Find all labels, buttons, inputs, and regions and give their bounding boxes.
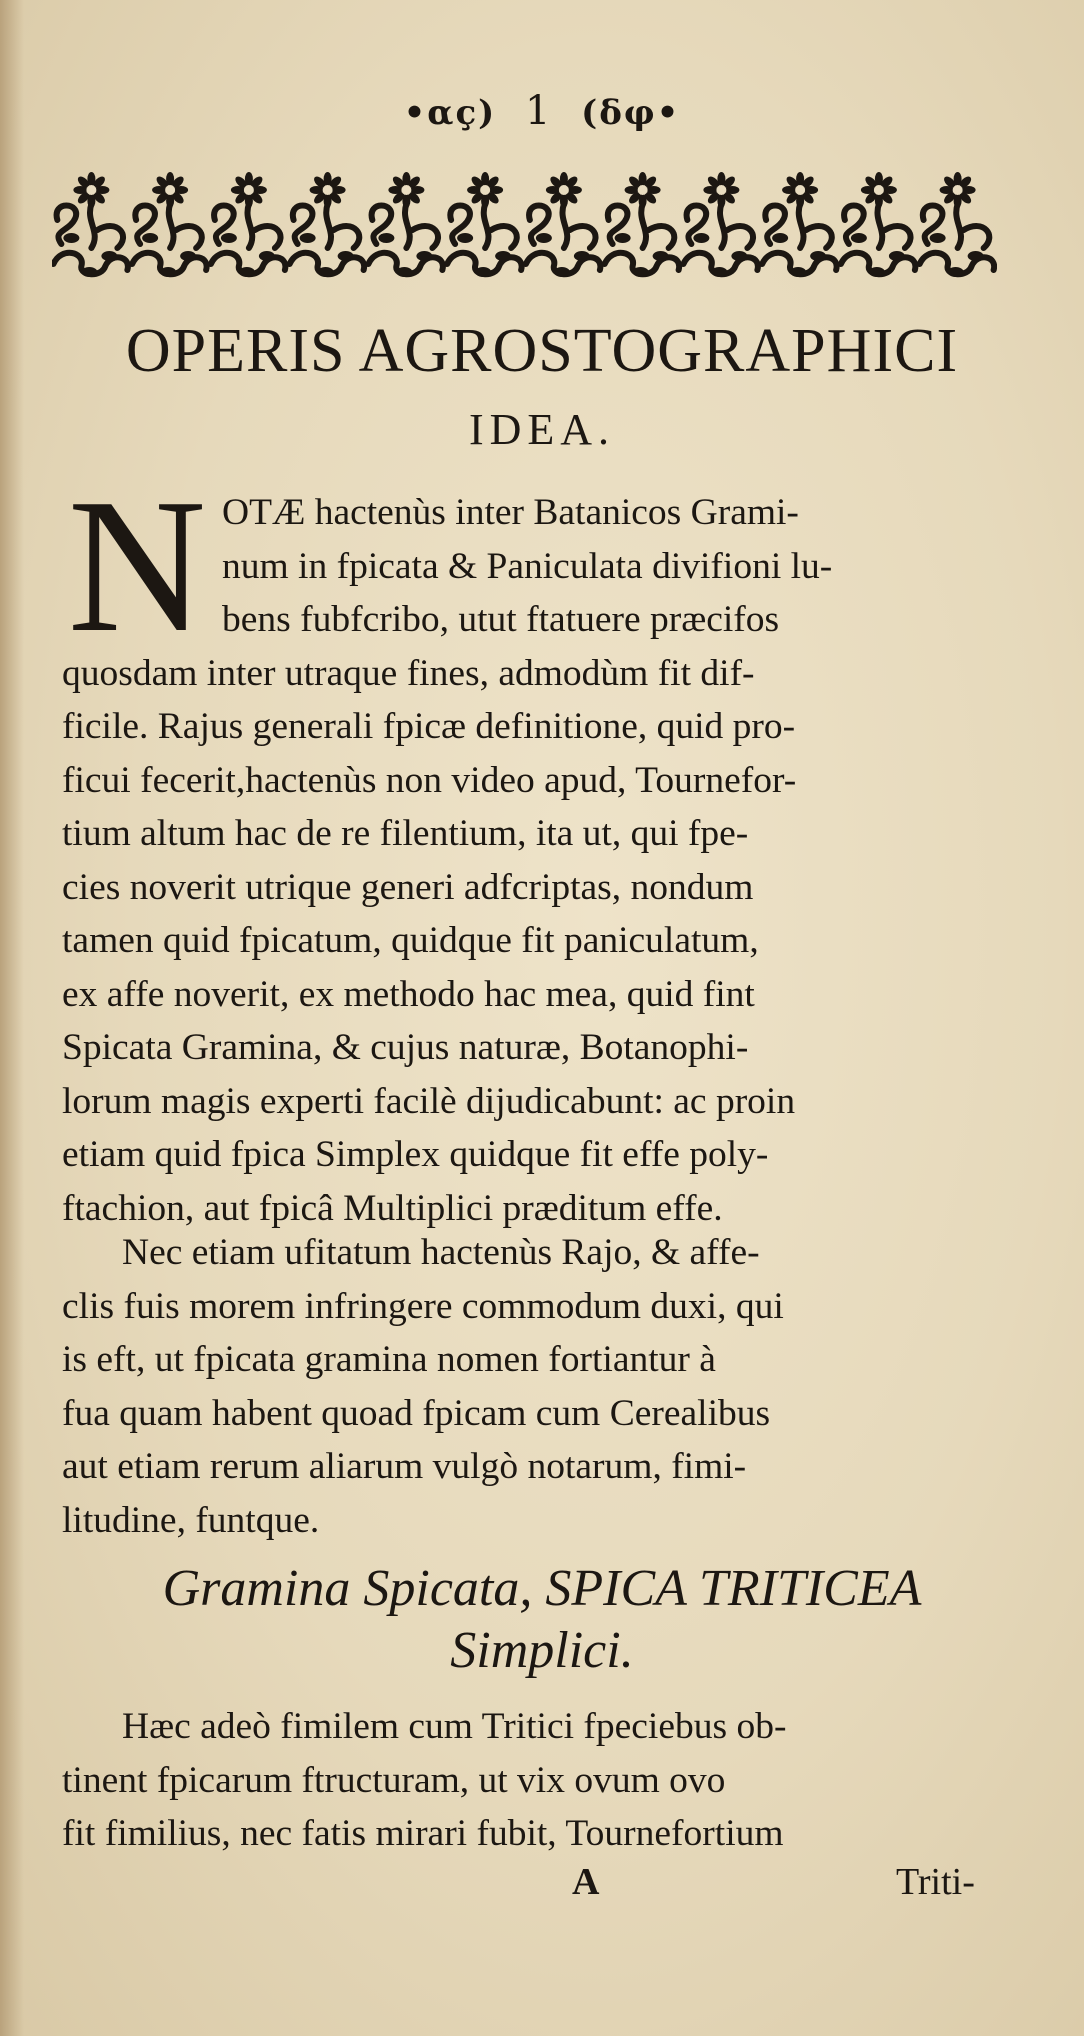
text-line: num in fpicata & Paniculata divifioni lu- xyxy=(222,545,833,587)
text-line: ficui fecerit,hactenùs non video apud, Tournefor- xyxy=(62,759,797,801)
decorative-fleuron-band xyxy=(52,160,997,288)
fleuron-unit-icon xyxy=(762,172,837,277)
text-line: tamen quid fpicatum, quidque fit paniculatum, xyxy=(62,920,759,961)
text-line: is eft, ut fpicata gramina nomen fortiantur à xyxy=(62,1339,716,1380)
text-line: quosdam inter utraque fines, admodùm fit dif- xyxy=(62,652,755,694)
section-heading-line-1: Gramina Spicata, SPICA TRITICEA xyxy=(162,1560,922,1617)
running-header xyxy=(0,88,1084,134)
text-line: fit fimilius, nec fatis mirari fubit, Tournefortium xyxy=(62,1813,784,1854)
text-line: Spicata Gramina, & cujus naturæ, Botanophi- xyxy=(62,1027,749,1068)
text-line: tium altum hac de re filentium, ita ut, qui fpe- xyxy=(62,813,749,854)
fleuron-unit-icon xyxy=(683,172,758,277)
fleuron-unit-icon xyxy=(526,172,601,277)
text-line: fua quam habent quoad fpicam cum Cerealibus xyxy=(62,1392,771,1434)
fleuron-unit-icon xyxy=(920,172,995,277)
page-subtitle: IDEA. xyxy=(468,405,616,454)
text-line: etiam quid fpica Simplex quidque fit effe poly- xyxy=(62,1134,769,1175)
fleuron-unit-icon xyxy=(211,172,286,277)
signature-mark: A xyxy=(572,1861,600,1903)
fleuron-unit-icon xyxy=(53,172,128,277)
fleuron-ornament-icon xyxy=(52,160,997,288)
text-line: lorum magis experti facilè dijudicabunt: ac proin xyxy=(62,1080,796,1122)
text-line: clis fuis morem infringere commodum duxi, qui xyxy=(62,1285,784,1327)
text-line: ficile. Rajus generali fpicæ definitione, quid pro- xyxy=(62,706,796,747)
paragraph-1 xyxy=(62,459,1020,1235)
drop-cap-initial: N xyxy=(67,459,207,672)
text-line: litudine, funtque. xyxy=(62,1499,320,1541)
paragraph-2 xyxy=(62,1226,1020,1547)
fleuron-unit-icon xyxy=(605,172,680,277)
fleuron-unit-icon xyxy=(290,172,365,277)
header-ornament-right: (δφ• xyxy=(581,93,681,133)
section-heading xyxy=(0,1558,1084,1682)
page-gutter-shadow xyxy=(0,0,24,2036)
text-line: Hæc adeò fimilem cum Tritici fpeciebus ob- xyxy=(122,1706,787,1747)
page-title: OPERIS AGROSTOGRAPHICI xyxy=(125,317,959,385)
fleuron-unit-icon xyxy=(447,172,522,277)
page-number: 1 xyxy=(524,88,553,134)
text-line: tinent fpicarum ftructuram, ut vix ovum ovo xyxy=(62,1759,726,1801)
section-heading-line-2: Simplici. xyxy=(450,1622,634,1679)
text-line: cies noverit utrique generi adfcriptas, nondum xyxy=(62,866,754,908)
fleuron-unit-icon xyxy=(132,172,207,277)
fleuron-unit-icon xyxy=(368,172,443,277)
text-line: Nec etiam ufitatum hactenùs Rajo, & affe- xyxy=(122,1232,760,1273)
text-line: ex affe noverit, ex methodo hac mea, quid fint xyxy=(62,973,755,1015)
header-ornament-left: •αç) xyxy=(403,93,497,133)
paragraph-3 xyxy=(62,1700,1020,1861)
fleuron-unit-icon xyxy=(841,172,916,277)
catchword: Triti- xyxy=(896,1861,975,1903)
text-line: OTÆ hactenùs inter Batanicos Grami- xyxy=(222,492,799,533)
text-line: ftachion, aut fpicâ Multiplici præditum effe. xyxy=(62,1187,723,1229)
text-line: aut etiam rerum aliarum vulgò notarum, fimi- xyxy=(62,1446,747,1487)
text-line: bens fubfcribo, utut ftatuere præcifos xyxy=(222,599,780,640)
